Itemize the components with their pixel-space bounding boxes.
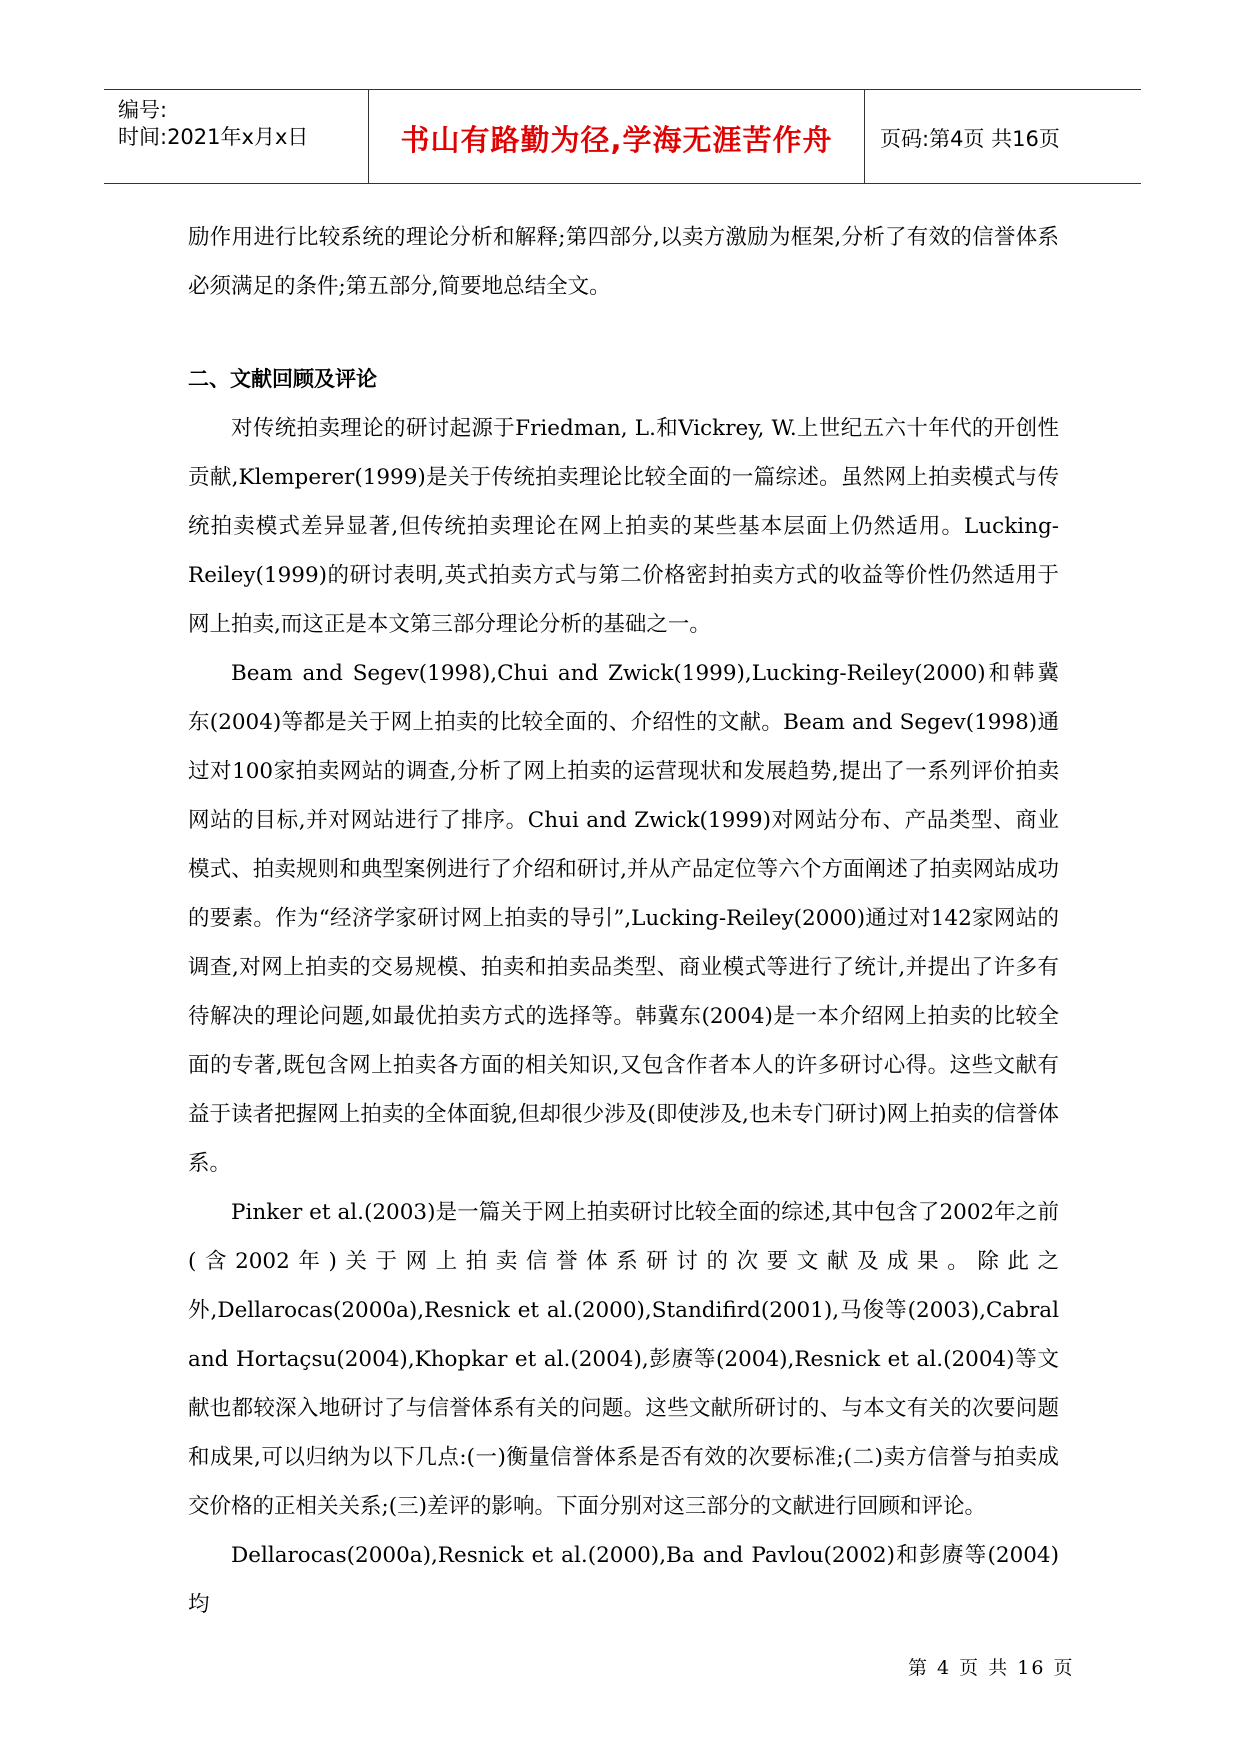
time-label: 时间:2021年x月x日: [118, 125, 309, 149]
paragraph-5: Dellarocas(2000a),Resnick et al.(2000),Ba and Pavlou(2002)和彭赓等(2004)均: [188, 1543, 1059, 1617]
document-body: [188, 213, 1059, 1629]
paragraph-4: Pinker et al.(2003)是一篇关于网上拍卖研讨比较全面的综述,其中包含了2002年之前(含2002年)关于网上拍卖信誉体系研讨的次要文献及成果。除此之外,Dellarocas(2000a),Resnick et al.(2000),Standifird(2001),马俊等(2003),Cabral and Hortaçsu(2004),Khopkar et al.(2004),彭赓等(2004),Resnick et al.(2004)等文献也都较深入地研讨了与信誉体系有关的问题。这些文献所研讨的、与本文有关的次要问题和成果,可以归纳为以下几点:(一)衡量信誉体系是否有效的次要标准;(二)卖方信誉与拍卖成交价格的正相关关系;(三)差评的影响。下面分别对这三部分的文献进行回顾和评论。: [188, 1200, 1059, 1519]
page-footer: 第 4 页 共 16 页: [908, 1657, 1075, 1679]
motto: 书山有路勤为径,学海无涯苦作舟: [400, 123, 833, 157]
serial-label: 编号:: [118, 98, 168, 122]
header-info-cell: [104, 90, 369, 183]
paragraph-1: 励作用进行比较系统的理论分析和解释;第四部分,以卖方激励为框架,分析了有效的信誉体系必须满足的条件;第五部分,简要地总结全文。: [188, 225, 1059, 299]
page-header: [104, 89, 1141, 184]
paragraph-2: 对传统拍卖理论的研讨起源于Friedman, L.和Vickrey, W.上世纪五六十年代的开创性贡献,Klemperer(1999)是关于传统拍卖理论比较全面的一篇综述。虽然网上拍卖模式与传统拍卖模式差异显著,但传统拍卖理论在网上拍卖的某些基本层面上仍然适用。Lucking-Reiley(1999)的研讨表明,英式拍卖方式与第二价格密封拍卖方式的收益等价性仍然适用于网上拍卖,而这正是本文第三部分理论分析的基础之一。: [188, 416, 1059, 637]
page-info: 页码:第4页 共16页: [880, 127, 1060, 151]
section-heading: 二、文献回顾及评论: [188, 367, 377, 391]
paragraph-3: Beam and Segev(1998),Chui and Zwick(1999),Lucking-Reiley(2000)和韩冀东(2004)等都是关于网上拍卖的比较全面的、介绍性的文献。Beam and Segev(1998)通过对100家拍卖网站的调查,分析了网上拍卖的运营现状和发展趋势,提出了一系列评价拍卖网站的目标,并对网站进行了排序。Chui and Zwick(1999)对网站分布、产品类型、商业模式、拍卖规则和典型案例进行了介绍和研讨,并从产品定位等六个方面阐述了拍卖网站成功的要素。作为“经济学家研讨网上拍卖的导引”,Lucking-Reiley(2000)通过对142家网站的调查,对网上拍卖的交易规模、拍卖和拍卖品类型、商业模式等进行了统计,并提出了许多有待解决的理论问题,如最优拍卖方式的选择等。韩冀东(2004)是一本介绍网上拍卖的比较全面的专著,既包含网上拍卖各方面的相关知识,又包含作者本人的许多研讨心得。这些文献有益于读者把握网上拍卖的全体面貌,但却很少涉及(即使涉及,也未专门研讨)网上拍卖的信誉体系。: [188, 661, 1059, 1176]
header-motto-cell: [369, 90, 865, 183]
header-page-cell: [866, 90, 1141, 183]
